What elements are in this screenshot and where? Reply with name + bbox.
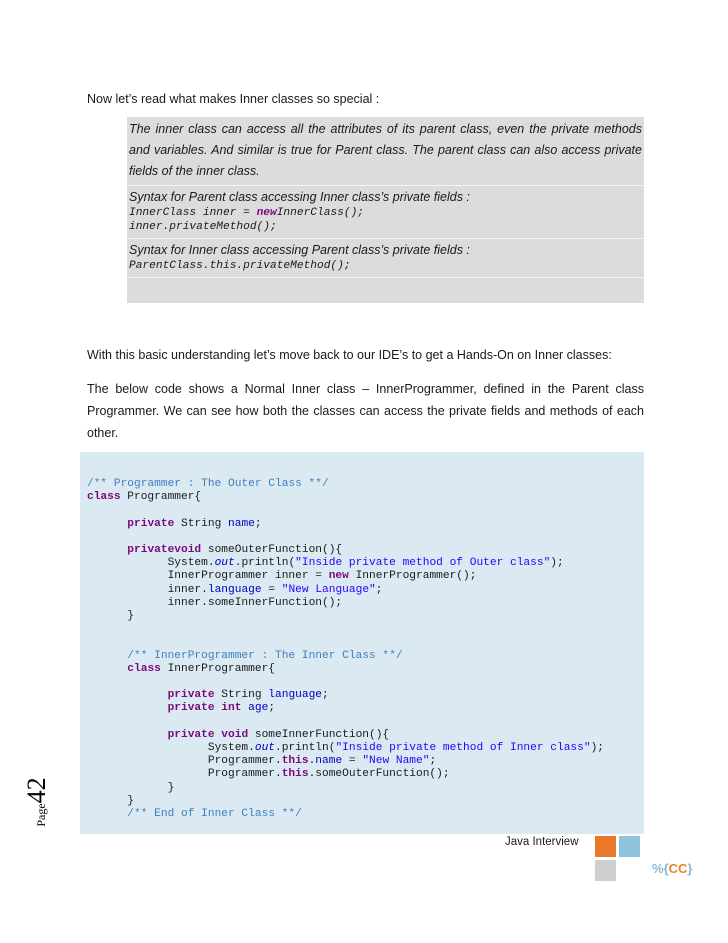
parent-syntax-line-2: inner.privateMethod(); (129, 221, 277, 233)
code-text (87, 478, 604, 821)
logo-cc: CC (668, 861, 688, 876)
string-literal: "Inside private method of Outer class" (295, 557, 551, 570)
code-text: .println( (275, 742, 336, 755)
code-text: String (214, 689, 269, 702)
code-text: InnerClass inner = (129, 207, 257, 219)
code-text: = (342, 755, 363, 768)
keyword: class (127, 662, 161, 675)
inner-class-note-box (127, 117, 644, 303)
code-text: ; (375, 583, 383, 596)
code-text: = (261, 583, 282, 596)
footer-title: Java Interview (505, 836, 579, 848)
code-listing (80, 452, 644, 834)
logo-square-blue (619, 836, 640, 857)
logo-prefix: %{ (652, 861, 669, 876)
keyword: int (221, 702, 242, 715)
code-text: ); (550, 557, 564, 570)
page-number-label (22, 772, 82, 832)
parent-syntax-title: Syntax for Parent class accessing Inner class’s private fields : (129, 190, 470, 204)
string-literal: "New Language" (281, 583, 376, 596)
code-text: ; (254, 517, 262, 530)
code-text: Programmer. (207, 768, 282, 781)
string-literal: "New Name" (362, 755, 430, 768)
code-text: inner.someInnerFunction(); (167, 596, 343, 609)
code-text: inner. (167, 583, 208, 596)
code-text: .someOuterFunction(); (308, 768, 450, 781)
code-text: InnerProgrammer(); (348, 570, 477, 583)
keyword: private (127, 517, 175, 530)
logo-square-gray (595, 860, 616, 881)
code-text: } (127, 794, 135, 807)
code-text: InnerClass(); (276, 207, 364, 219)
logo-suffix: } (687, 861, 693, 876)
keyword: this (281, 768, 309, 781)
code-text: Programmer{ (120, 491, 202, 504)
code-text: someInnerFunction(){ (248, 728, 390, 741)
field: language (207, 583, 262, 596)
keyword: void (221, 728, 249, 741)
field: name (315, 755, 343, 768)
keyword: private (167, 728, 215, 741)
field: name (228, 517, 255, 530)
keyword: private (167, 702, 215, 715)
inner-syntax-section (127, 239, 644, 273)
code-text: someOuterFunction(){ (201, 544, 343, 557)
code-text: ; (268, 702, 276, 715)
inner-syntax-line-1: ParentClass.this.privateMethod(); (129, 260, 351, 272)
code-text: } (127, 610, 135, 623)
code-text: ; (429, 755, 437, 768)
field: age (248, 702, 269, 715)
code-text: Programmer. (207, 755, 282, 768)
note-paragraph: The inner class can access all the attributes of its parent class, even the private methods and variables. And similar is true for Parent class. The parent class can also access private fields of the inner class. (129, 122, 642, 178)
field: out (254, 742, 276, 755)
logo-text (652, 861, 692, 876)
code-description: The below code shows a Normal Inner class – InnerProgrammer, defined in the Parent class Programmer. We can see how both the classes can access the private fields and methods of each other. (87, 382, 644, 440)
code-text: System. (207, 742, 255, 755)
code-text: ); (590, 742, 605, 755)
parent-syntax-section (127, 186, 644, 234)
keyword: new (328, 570, 349, 583)
code-text: .println( (234, 557, 296, 570)
divider (127, 277, 644, 278)
hands-on-intro: With this basic understanding let’s move back to our IDE’s to get a Hands-On on Inner classes: (87, 348, 612, 362)
comment: /** InnerProgrammer : The Inner Class **/ (127, 649, 403, 662)
string-literal: "Inside private method of Inner class" (335, 742, 591, 755)
inner-syntax-title: Syntax for Inner class accessing Parent class’s private fields : (129, 243, 470, 257)
keyword: new (256, 207, 277, 219)
code-text: String (174, 517, 229, 530)
code-text: InnerProgrammer inner = (167, 570, 329, 583)
keyword: private (167, 689, 215, 702)
comment: /** End of Inner Class **/ (127, 808, 302, 821)
page-number: 42 (22, 777, 51, 804)
field: out (214, 557, 235, 570)
intro-text: Now let’s read what makes Inner classes so special : (87, 92, 380, 106)
code-text: . (308, 755, 316, 768)
page-word: Page (34, 803, 48, 827)
code-text: InnerProgrammer{ (160, 662, 276, 675)
logo-square-orange (595, 836, 616, 857)
comment: /** Programmer : The Outer Class **/ (87, 478, 329, 490)
keyword: this (281, 755, 309, 768)
keyword: class (87, 491, 121, 504)
code-text: } (167, 781, 175, 794)
parent-syntax-line-1 (129, 206, 642, 220)
field: language (268, 689, 323, 702)
keyword: privatevoid (127, 544, 202, 557)
code-text: ; (322, 689, 329, 702)
code-text: System. (167, 557, 215, 570)
